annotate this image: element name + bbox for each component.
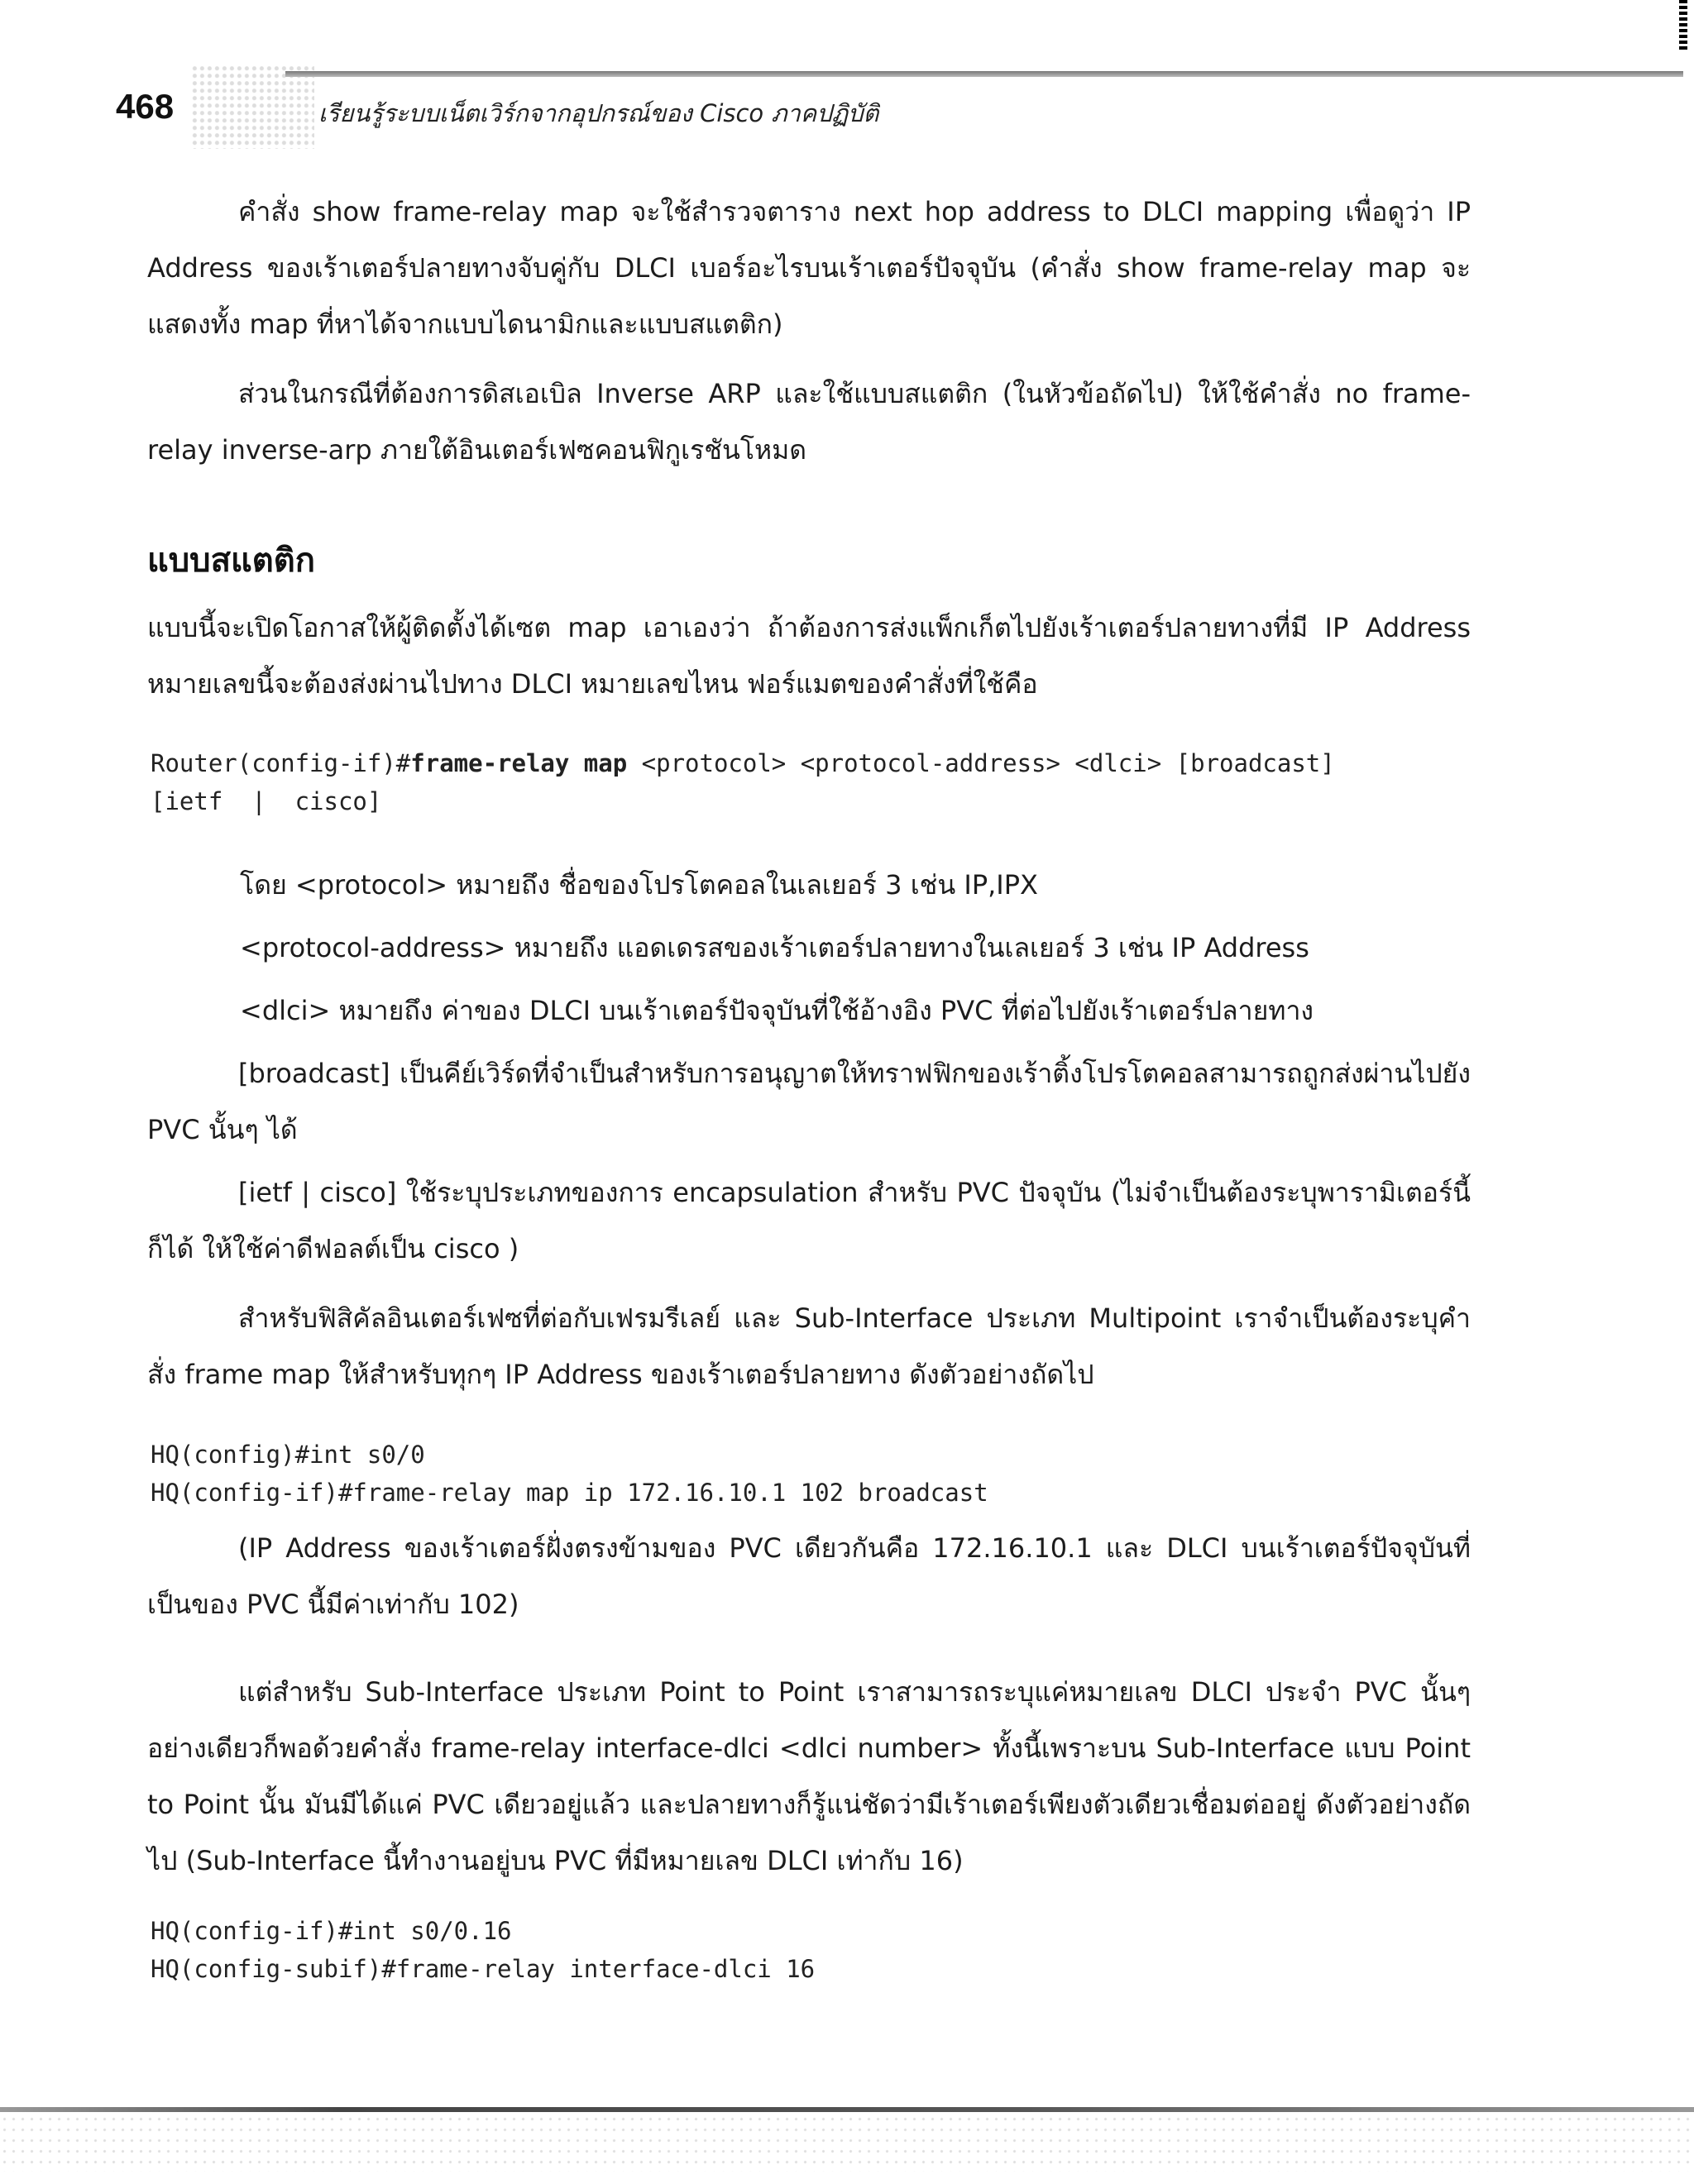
section-heading: แบบสแตติก	[147, 542, 315, 580]
footer-rule	[0, 2107, 1694, 2112]
code-example-point-to-point	[151, 1912, 815, 1988]
definition-dlci: <dlci> หมายถึง ค่าของ DLCI บนเร้าเตอร์ปัจจุบันที่ใช้อ้างอิง PVC ที่ต่อไปยังเร้าเตอร์ปลายทาง	[240, 995, 1314, 1026]
code-line: HQ(config-subif)#frame-relay interface-dlci 16	[151, 1955, 816, 1983]
code-line: HQ(config-if)#int s0/0.16	[151, 1917, 512, 1945]
code-args: <protocol> <protocol-address> <dlci> [broadcast]	[627, 749, 1335, 777]
definition-ietf-cisco: [ietf | cisco] ใช้ระบุประเภทของการ encapsulation สำหรับ PVC ปัจจุบัน (ไม่จำเป็นต้องระบุพารามิเตอร์นี้ก็ได้ ให้ใช้ค่าดีฟอลต์เป็น cisco )	[147, 1177, 1471, 1264]
definition-broadcast: [broadcast] เป็นคีย์เวิร์ดที่จำเป็นสำหรับการอนุญาตให้ทราฟฟิกของเร้าติ้งโปรโตคอลสามารถถูกส่งผ่านไปยัง PVC นั้นๆ ได้	[147, 1058, 1471, 1145]
definition-protocol: โดย <protocol> หมายถึง ชื่อของโปรโตคอลในเลเยอร์ 3 เช่น IP,IPX	[240, 869, 1038, 901]
running-title: เรียนรู้ระบบเน็ตเวิร์กจากอุปกรณ์ของ Cisco ภาคปฏิบัติ	[318, 99, 879, 127]
page-number: 468	[116, 87, 175, 126]
definition-protocol-address: <protocol-address> หมายถึง แอดเดรสของเร้าเตอร์ปลายทางในเลเยอร์ 3 เช่น IP Address	[240, 932, 1309, 963]
paragraph-multipoint: สำหรับฟิสิคัลอินเตอร์เฟซที่ต่อกับเฟรมรีเลย์ และ Sub-Interface ประเภท Multipoint เราจำเป็นต้องระบุคำสั่ง frame map ให้สำหรับทุกๆ IP Address ของเร้าเตอร์ปลายทาง ดังตัวอย่างถัดไป	[147, 1302, 1471, 1390]
code-example-multipoint	[151, 1436, 988, 1512]
header-ornament	[190, 66, 314, 149]
code-prompt: Router(config-if)#	[151, 749, 411, 777]
code-syntax-line2: [ietf | cisco]	[151, 787, 382, 815]
paragraph-point-to-point: แต่สำหรับ Sub-Interface ประเภท Point to Point เราสามารถระบุแค่หมายเลข DLCI ประจำ PVC นั้นๆ อย่างเดียวก็พอด้วยคำสั่ง frame-relay interface-dlci <dlci number> ทั้งนี้เพราะบน Sub-Interface แบบ Point to Point นั้น มันมีได้แค่ PVC เดียวอยู่แล้ว และปลายทางก็รู้แน่ชัดว่ามีเร้าเตอร์เพียงตัวเดียวเชื่อมต่ออยู่ ดังตัวอย่างถัดไป (Sub-Interface นี้ทำงานอยู่บน PVC ที่มีหมายเลข DLCI เท่ากับ 16)	[147, 1676, 1471, 1876]
paragraph-example-note: (IP Address ของเร้าเตอร์ฝั่งตรงข้ามของ PVC เดียวกันคือ 172.16.10.1 และ DLCI บนเร้าเตอร์ปัจจุบันที่เป็นของ PVC นี้มีค่าเท่ากับ 102)	[147, 1532, 1471, 1620]
code-line: HQ(config-if)#frame-relay map ip 172.16.10.1 102 broadcast	[151, 1479, 988, 1507]
paragraph-inverse-arp: ส่วนในกรณีที่ต้องการดิสเอเบิล Inverse ARP และใช้แบบสแตติก (ในหัวข้อถัดไป) ให้ใช้คำสั่ง no frame-relay inverse-arp ภายใต้อินเตอร์เฟซคอนฟิกูเรชันโหมด	[147, 378, 1471, 466]
footer-scan-noise	[0, 2114, 1694, 2172]
code-line: HQ(config)#int s0/0	[151, 1441, 425, 1469]
paragraph-show-map: คำสั่ง show frame-relay map จะใช้สำรวจตาราง next hop address to DLCI mapping เพื่อดูว่า IP Address ของเร้าเตอร์ปลายทางจับคู่กับ DLCI เบอร์อะไรบนเร้าเตอร์ปัจจุบัน (คำสั่ง show frame-relay map จะแสดงทั้ง map ที่หาได้จากแบบไดนามิกและแบบสแตติก)	[147, 196, 1471, 340]
header-rule	[285, 71, 1683, 77]
paragraph-static-intro: แบบนี้จะเปิดโอกาสให้ผู้ติดตั้งได้เซต map เอาเองว่า ถ้าต้องการส่งแพ็กเก็ตไปยังเร้าเตอร์ปลายทางที่มี IP Address หมายเลขนี้จะต้องส่งผ่านไปทาง DLCI หมายเลขไหน ฟอร์แมตของคำสั่งที่ใช้คือ	[147, 612, 1471, 700]
code-command: frame-relay map	[410, 749, 628, 777]
code-syntax	[151, 744, 1335, 820]
scan-edge-mark	[1679, 0, 1687, 51]
